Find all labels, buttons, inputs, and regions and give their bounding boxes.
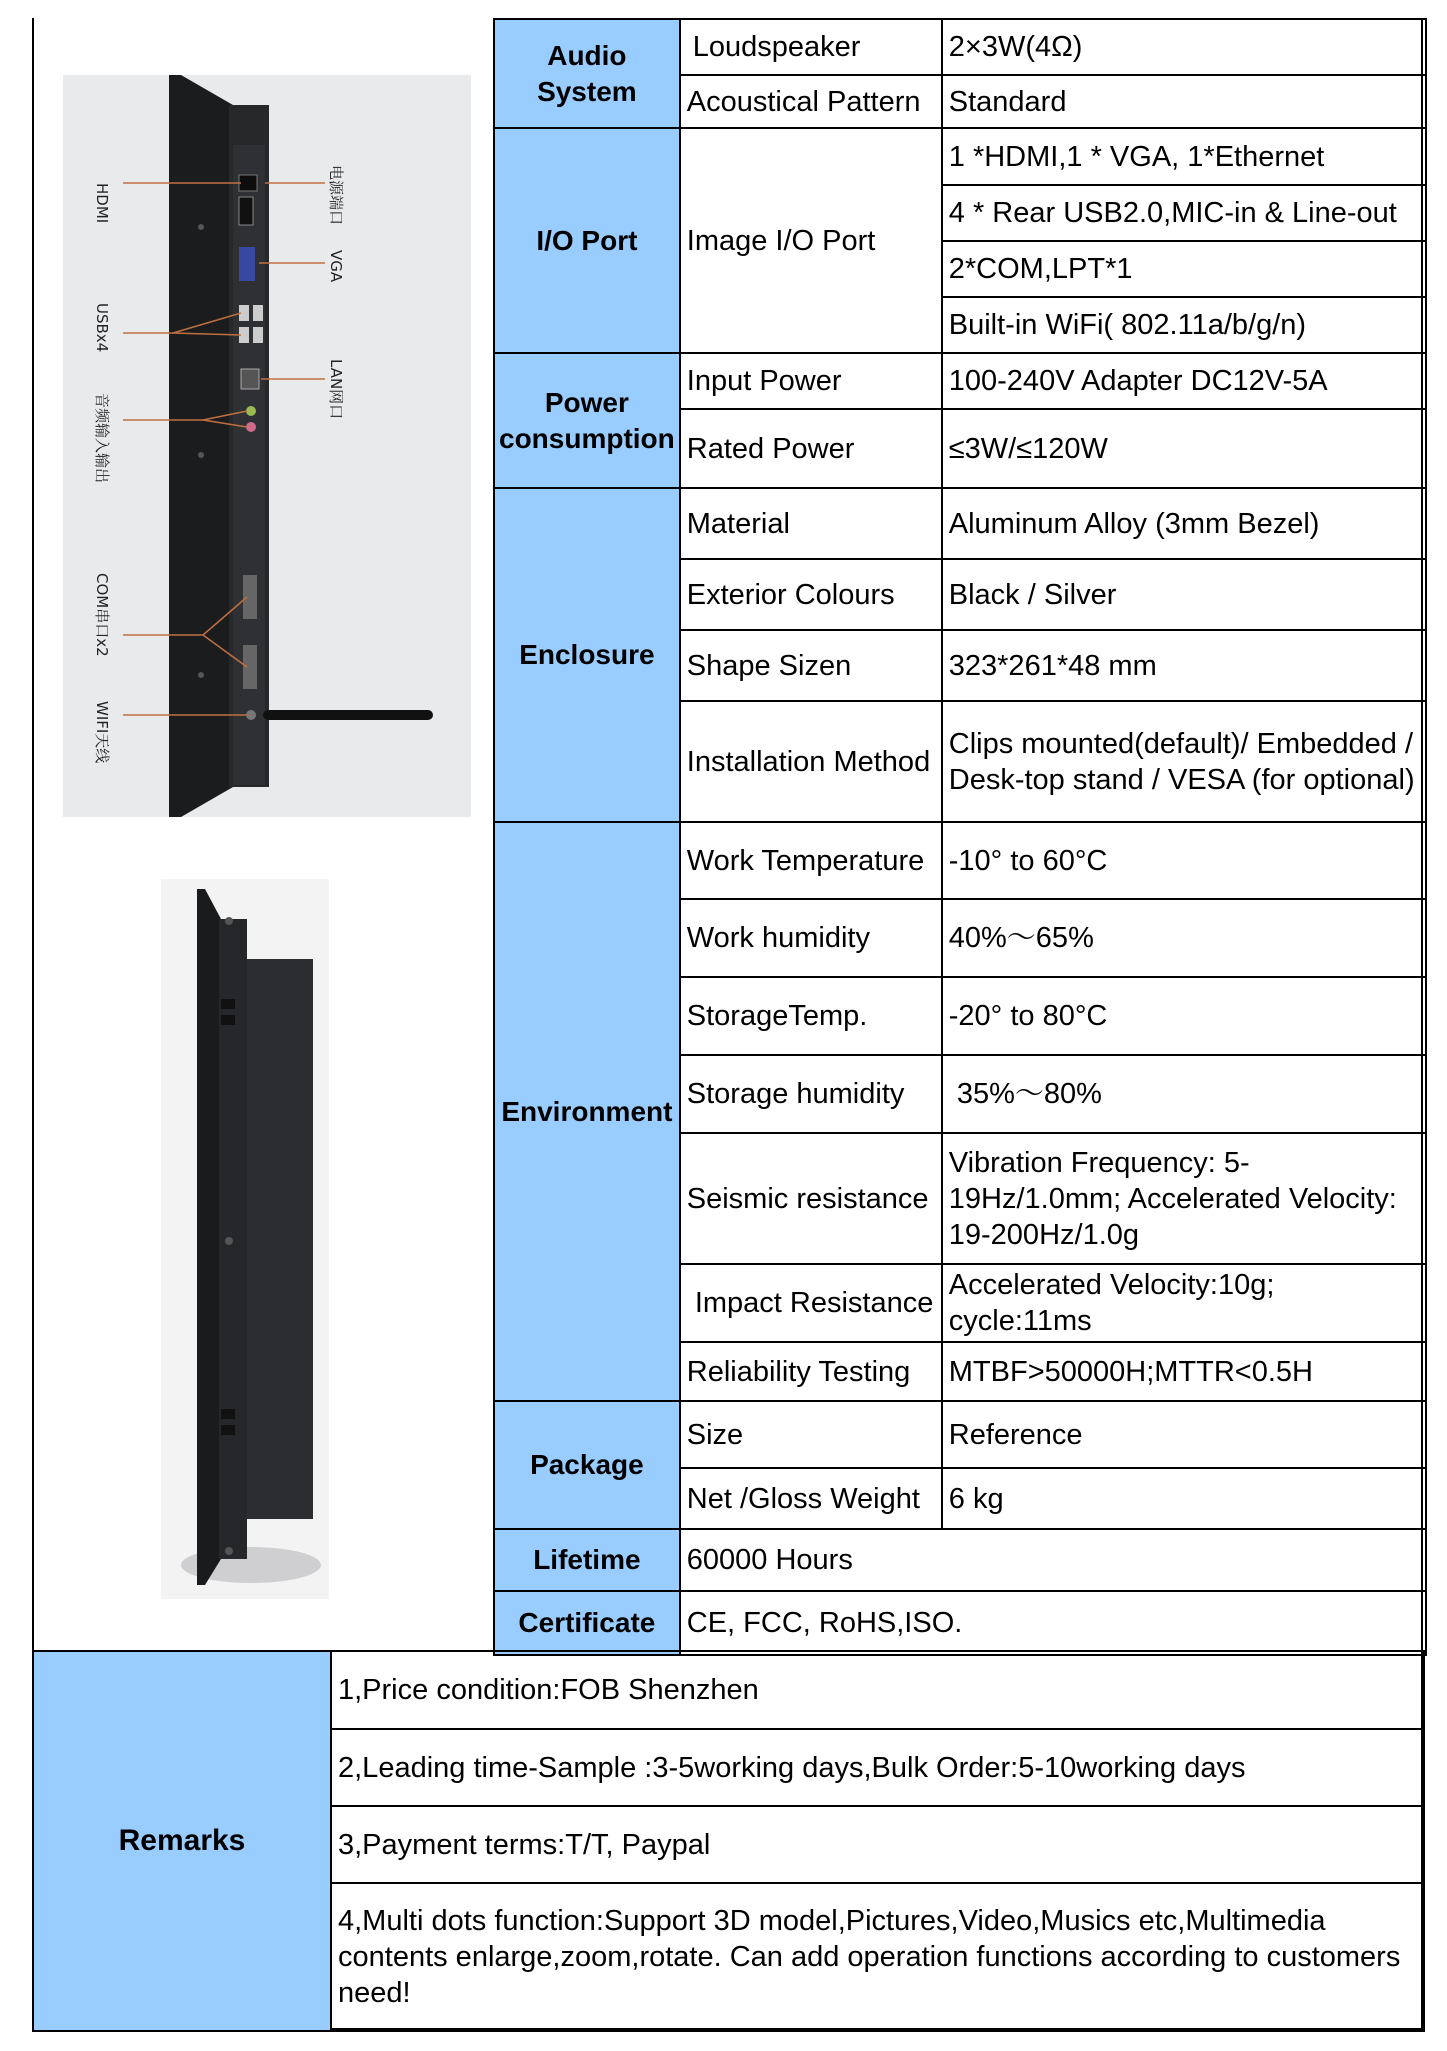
category-cell: Package (494, 1401, 680, 1529)
spec-value: 60000 Hours (680, 1529, 1426, 1591)
spec-value: 2*COM,LPT*1 (942, 241, 1426, 297)
remark-item: 4,Multi dots function:Support 3D model,Pictures,Video,Musics etc,Multimedia contents enlarge,zoom,rotate. Can add operation functions according to customers need! (331, 1883, 1424, 2031)
category-cell: Environment (494, 822, 680, 1401)
table-row (33, 1651, 1424, 1729)
spec-value: Clips mounted(default)/ Embedded / Desk-top stand / VESA (for optional) (942, 701, 1426, 822)
spec-name: StorageTemp. (680, 977, 942, 1055)
remark-item: 2,Leading time-Sample :3-5working days,Bulk Order:5-10working days (331, 1729, 1424, 1806)
spec-name: Image I/O Port (680, 128, 942, 353)
spec-value: -10° to 60°C (942, 822, 1426, 899)
spec-name: Reliability Testing (680, 1342, 942, 1401)
side-view-photo (161, 879, 329, 1599)
remarks-label: Remarks (33, 1651, 331, 2031)
remark-item: 1,Price condition:FOB Shenzhen (331, 1651, 1424, 1729)
remark-item: 3,Payment terms:T/T, Paypal (331, 1806, 1424, 1883)
label-wifi: WIFI天线 (93, 701, 111, 764)
spec-name: Impact Resistance (680, 1264, 942, 1342)
table-row (494, 488, 1426, 559)
spec-value: Built-in WiFi( 802.11a/b/g/n) (942, 297, 1426, 353)
spec-value: Aluminum Alloy (3mm Bezel) (942, 488, 1426, 559)
spec-name: Seismic resistance (680, 1133, 942, 1264)
category-cell: Power consumption (494, 353, 680, 488)
spec-value: 1 *HDMI,1 * VGA, 1*Ethernet (942, 128, 1426, 185)
remarks-table (32, 1650, 1425, 2032)
spec-value: CE, FCC, RoHS,ISO. (680, 1591, 1426, 1655)
spec-value: ≤3W/≤120W (942, 409, 1426, 488)
spec-value: MTBF>50000H;MTTR<0.5H (942, 1342, 1426, 1401)
table-row (494, 822, 1426, 899)
label-lan: LAN网口 (327, 359, 345, 420)
spec-name: Storage humidity (680, 1055, 942, 1133)
spec-value: 4 * Rear USB2.0,MIC-in & Line-out (942, 185, 1426, 241)
product-images (34, 18, 493, 1650)
label-usb: USBx4 (93, 303, 111, 353)
spec-name: Size (680, 1401, 942, 1468)
table-row (494, 1529, 1426, 1591)
spec-value: 2×3W(4Ω) (942, 19, 1426, 75)
category-cell: Lifetime (494, 1529, 680, 1591)
category-cell: Enclosure (494, 488, 680, 822)
table-row (494, 19, 1426, 75)
category-cell: Audio System (494, 19, 680, 128)
label-power: 电源端口 (327, 165, 345, 226)
spec-name: Material (680, 488, 942, 559)
label-audio: 音频输入输出 (93, 393, 111, 484)
table-row (494, 353, 1426, 409)
table-row (494, 128, 1426, 185)
spec-name: Input Power (680, 353, 942, 409)
spec-name: Shape Sizen (680, 630, 942, 701)
io-ports-photo (63, 75, 471, 817)
spec-value: Vibration Frequency: 5-19Hz/1.0mm; Accelerated Velocity: 19-200Hz/1.0g (942, 1133, 1426, 1264)
spec-value: 35%～80% (942, 1055, 1426, 1133)
category-cell: Certificate (494, 1591, 680, 1655)
spec-value: 40%～65% (942, 899, 1426, 977)
spec-value: Accelerated Velocity:10g; cycle:11ms (942, 1264, 1426, 1342)
spec-name: Work Temperature (680, 822, 942, 899)
label-hdmi: HDMI (93, 183, 111, 224)
spec-table (493, 18, 1427, 1656)
spec-value: -20° to 80°C (942, 977, 1426, 1055)
table-row (494, 1401, 1426, 1468)
spec-name: Work humidity (680, 899, 942, 977)
spec-value: 100-240V Adapter DC12V-5A (942, 353, 1426, 409)
category-cell: I/O Port (494, 128, 680, 353)
spec-name: Loudspeaker (680, 19, 942, 75)
spec-name: Exterior Colours (680, 559, 942, 630)
label-vga: VGA (327, 250, 345, 283)
spec-name: Rated Power (680, 409, 942, 488)
spec-value: 6 kg (942, 1468, 1426, 1529)
label-com: COM串口x2 (93, 573, 111, 657)
spec-value: Standard (942, 75, 1426, 128)
table-row (494, 1591, 1426, 1655)
spec-value: 323*261*48 mm (942, 630, 1426, 701)
spec-name: Acoustical Pattern (680, 75, 942, 128)
spec-value: Reference (942, 1401, 1426, 1468)
spec-value: Black / Silver (942, 559, 1426, 630)
spec-name: Net /Gloss Weight (680, 1468, 942, 1529)
spec-name: Installation Method (680, 701, 942, 822)
